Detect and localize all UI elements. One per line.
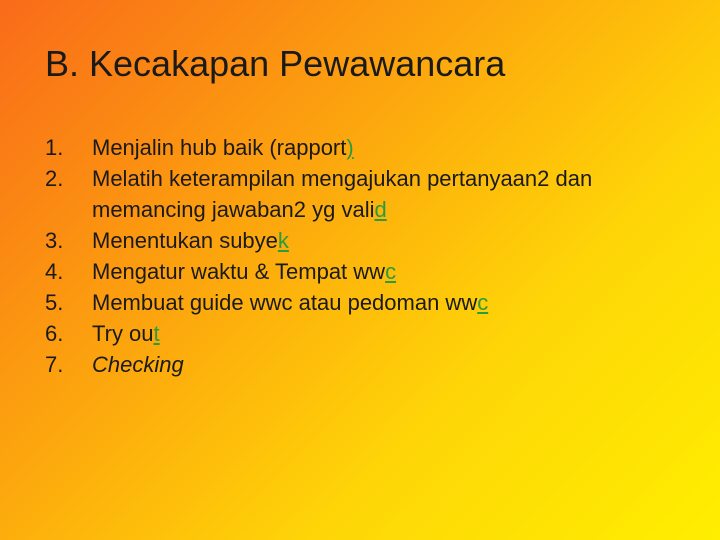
- item-text-body: Melatih keterampilan mengajukan pertanyaan2 dan memancing jawaban2 yg vali: [92, 166, 593, 222]
- list-item: [45, 287, 695, 318]
- item-text-body: Menjalin hub baik (rapport: [92, 135, 347, 160]
- item-number: 1.: [45, 135, 64, 160]
- numbered-list: [45, 132, 695, 380]
- item-link-char[interactable]: t: [153, 321, 160, 346]
- list-item: [45, 318, 695, 349]
- item-number: 7.: [45, 352, 64, 377]
- slide-title: B. Kecakapan Pewawancara: [45, 43, 506, 84]
- item-number: 3.: [45, 228, 64, 253]
- item-text-body: Menentukan subye: [92, 228, 278, 253]
- item-text: [92, 163, 695, 225]
- item-text: [92, 132, 695, 163]
- item-text: [92, 225, 695, 256]
- list-item: [45, 256, 695, 287]
- item-text-body: Mengatur waktu & Tempat ww: [92, 259, 386, 284]
- item-link-char[interactable]: ): [346, 135, 354, 160]
- list-item: [45, 132, 695, 163]
- item-text: [92, 256, 695, 287]
- item-link-char[interactable]: k: [277, 228, 289, 253]
- list-item: [45, 163, 695, 225]
- item-text-body: Try ou: [92, 321, 154, 346]
- item-text-body: Membuat guide wwc atau pedoman ww: [92, 290, 478, 315]
- item-text: [92, 287, 695, 318]
- item-number: 5.: [45, 290, 64, 315]
- item-link-char[interactable]: c: [385, 259, 397, 284]
- item-number: 2.: [45, 166, 64, 191]
- item-text: Checking: [92, 352, 184, 377]
- item-number: 6.: [45, 321, 64, 346]
- list-item: [45, 225, 695, 256]
- item-text: [92, 318, 695, 349]
- list-item: [45, 349, 695, 380]
- item-link-char[interactable]: d: [374, 197, 387, 222]
- item-link-char[interactable]: c: [477, 290, 489, 315]
- item-number: 4.: [45, 259, 64, 284]
